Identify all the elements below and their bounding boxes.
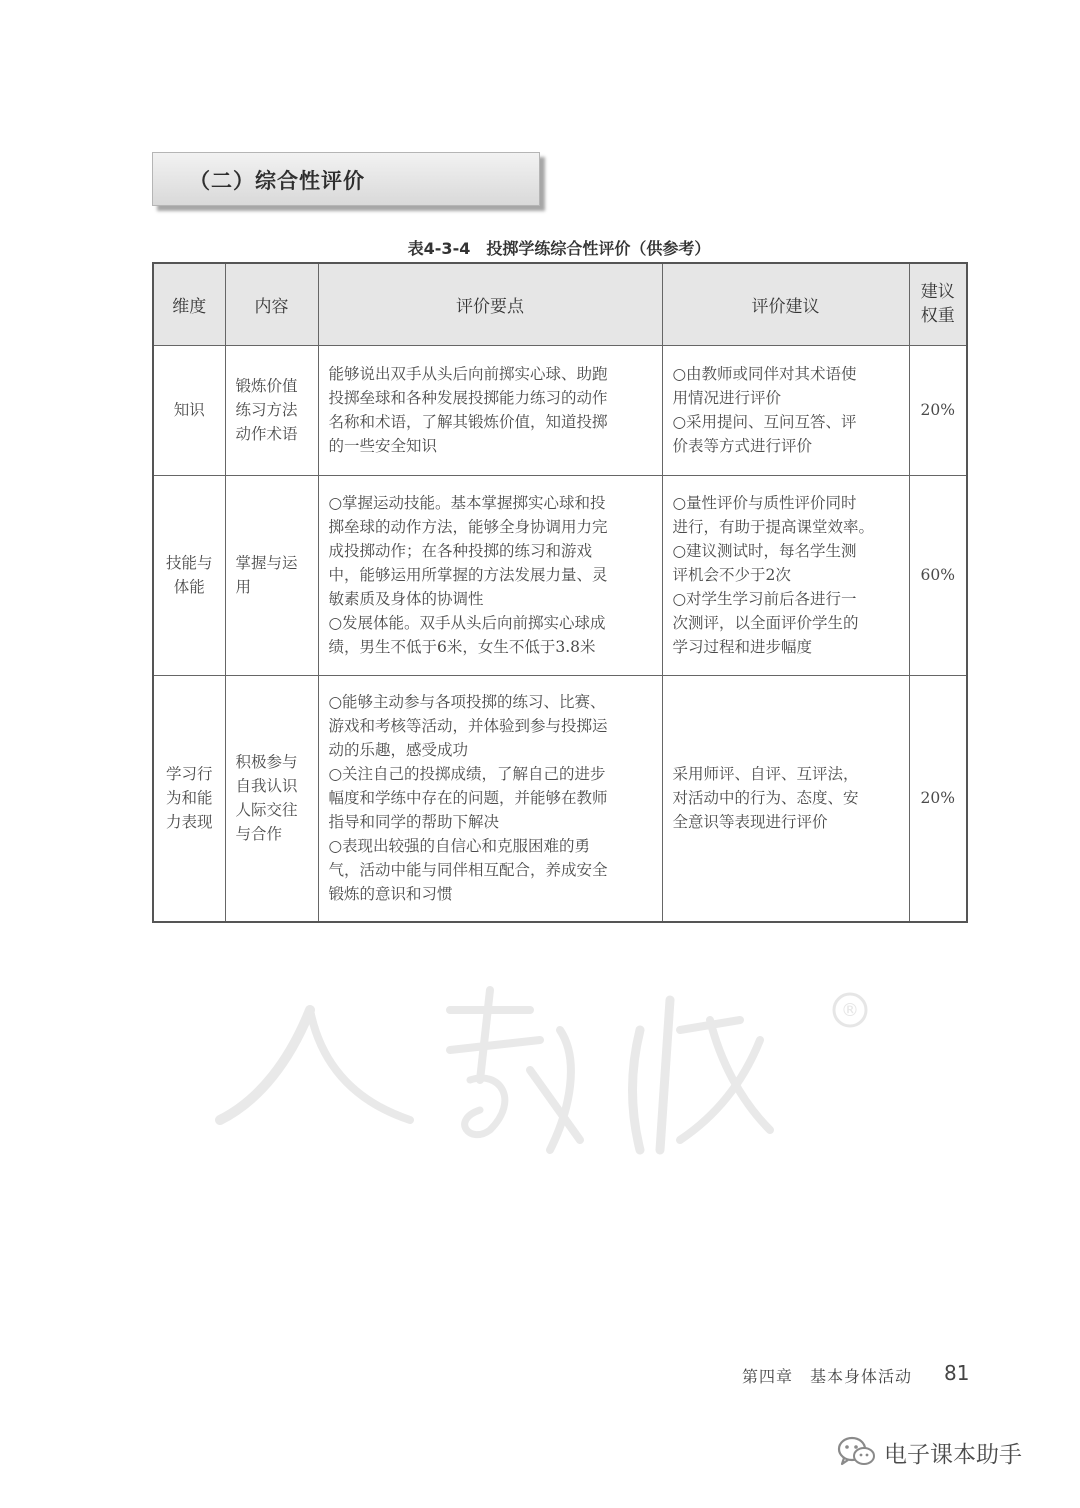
- cell-line: 指导和同学的帮助下解决: [328, 813, 500, 832]
- cell-line: 采用师评、自评、互评法，: [672, 765, 859, 784]
- header-dimension: 维度: [153, 263, 225, 345]
- cell-line: 敏素质及身体的协调性: [328, 590, 484, 608]
- cell-line: 掷垒球的动作方法，能够全身协调用力完: [328, 518, 608, 536]
- cell-line: 自我认识: [235, 777, 298, 796]
- table-caption: 表4-3-4 投掷学练综合性评价（供参考）: [407, 239, 711, 258]
- cell-line: 次测评，以全面评价学生的: [672, 614, 859, 632]
- publisher-watermark-logo: [200, 970, 900, 1170]
- section-header-box: [152, 152, 540, 206]
- cell-line: 用情况进行评价: [672, 389, 782, 407]
- cell-points: [318, 475, 662, 675]
- cell-line: 用: [235, 578, 252, 596]
- cell-line: ○掌握运动技能。基本掌握掷实心球和投: [328, 494, 606, 512]
- cell-line: 技能与: [165, 554, 213, 572]
- table-row: [153, 345, 967, 475]
- cell-content: [225, 475, 318, 675]
- cell-line: ○关注自己的投掷成绩，了解自己的进步: [328, 765, 606, 784]
- cell-line: 价表等方式进行评价: [672, 437, 813, 455]
- cell-line: 对活动中的行为、态度、安: [672, 789, 859, 808]
- cell-line: ○由教师或同伴对其术语使: [672, 365, 857, 383]
- section-title: （二）综合性评价: [189, 169, 365, 193]
- cell-line: 名称和术语，了解其锻炼价值，知道投掷: [328, 413, 608, 431]
- cell-dimension: [153, 345, 225, 475]
- cell-line: 为和能: [165, 789, 213, 808]
- cell-line: 学习过程和进步幅度: [672, 638, 813, 656]
- cell-line: 练习方法: [235, 401, 298, 419]
- table-header-row: [153, 263, 967, 345]
- cell-points: [318, 345, 662, 475]
- cell-line: 知识: [173, 401, 205, 419]
- cell-line: 幅度和学练中存在的问题，并能够在教师: [328, 789, 608, 808]
- cell-points: [318, 675, 662, 922]
- cell-weight: 20%: [909, 675, 967, 922]
- cell-line: 体能: [173, 578, 205, 596]
- cell-line: 全意识等表现进行评价: [672, 813, 828, 832]
- table-row: [153, 675, 967, 922]
- cell-line: ○能够主动参与各项投掷的练习、比赛、: [328, 693, 606, 712]
- cell-content: [225, 345, 318, 475]
- cell-line: 进行，有助于提高课堂效率。: [672, 518, 875, 536]
- cell-line: 力表现: [165, 813, 213, 832]
- page-number: 81: [944, 1361, 970, 1385]
- cell-line: ○对学生学习前后各进行一: [672, 590, 857, 608]
- cell-line: ○建议测试时，每名学生测: [672, 542, 857, 560]
- cell-advice: [662, 345, 909, 475]
- wechat-account-tag: [836, 1432, 1022, 1472]
- wechat-account-name: 电子课本助手: [884, 1441, 1022, 1468]
- header-weight-line2: 权重: [920, 306, 955, 327]
- cell-line: 绩，男生不低于6米，女生不低于3.8米: [328, 638, 596, 656]
- cell-line: 与合作: [235, 825, 283, 844]
- header-content: 内容: [225, 263, 318, 345]
- cell-line: ○量性评价与质性评价同时: [672, 494, 857, 512]
- wechat-icon: [836, 1434, 876, 1470]
- cell-line: 评机会不少于2次: [672, 566, 791, 584]
- header-points: 评价要点: [318, 263, 662, 345]
- cell-line: 的一些安全知识: [328, 437, 438, 455]
- cell-line: 学习行: [165, 765, 213, 784]
- cell-line: 掌握与运: [235, 554, 298, 572]
- header-weight-line1: 建议: [920, 282, 955, 303]
- registered-mark: ®: [841, 1000, 859, 1021]
- cell-line: ○发展体能。双手从头后向前掷实心球成: [328, 614, 606, 632]
- cell-line: 锻炼价值: [235, 377, 298, 395]
- cell-line: 成投掷动作；在各种投掷的练习和游戏: [328, 542, 593, 560]
- cell-weight: 20%: [909, 345, 967, 475]
- header-advice: 评价建议: [662, 263, 909, 345]
- cell-dimension: [153, 675, 225, 922]
- cell-line: 人际交往: [235, 801, 298, 820]
- evaluation-table: [152, 262, 968, 923]
- cell-line: ○表现出较强的自信心和克服困难的勇: [328, 837, 591, 856]
- footer-chapter-title: 第四章 基本身体活动: [742, 1367, 913, 1386]
- cell-line: 投掷垒球和各种发展投掷能力练习的动作: [328, 389, 608, 407]
- table-row: [153, 475, 967, 675]
- cell-line: 能够说出双手从头后向前掷实心球、助跑: [328, 365, 608, 383]
- cell-line: 锻炼的意识和习惯: [328, 885, 453, 904]
- cell-line: 动的乐趣，感受成功: [328, 741, 469, 760]
- cell-line: 游戏和考核等活动，并体验到参与投掷运: [328, 717, 608, 736]
- cell-line: 积极参与: [235, 753, 298, 772]
- cell-line: 中，能够运用所掌握的方法发展力量、灵: [328, 566, 608, 584]
- cell-weight: 60%: [909, 475, 967, 675]
- cell-advice: [662, 475, 909, 675]
- cell-line: ○采用提问、互问互答、评: [672, 413, 857, 431]
- cell-line: 气，活动中能与同伴相互配合，养成安全: [328, 861, 608, 880]
- cell-content: [225, 675, 318, 922]
- cell-advice: [662, 675, 909, 922]
- cell-dimension: [153, 475, 225, 675]
- cell-line: 动作术语: [235, 425, 298, 443]
- header-weight: [909, 263, 967, 345]
